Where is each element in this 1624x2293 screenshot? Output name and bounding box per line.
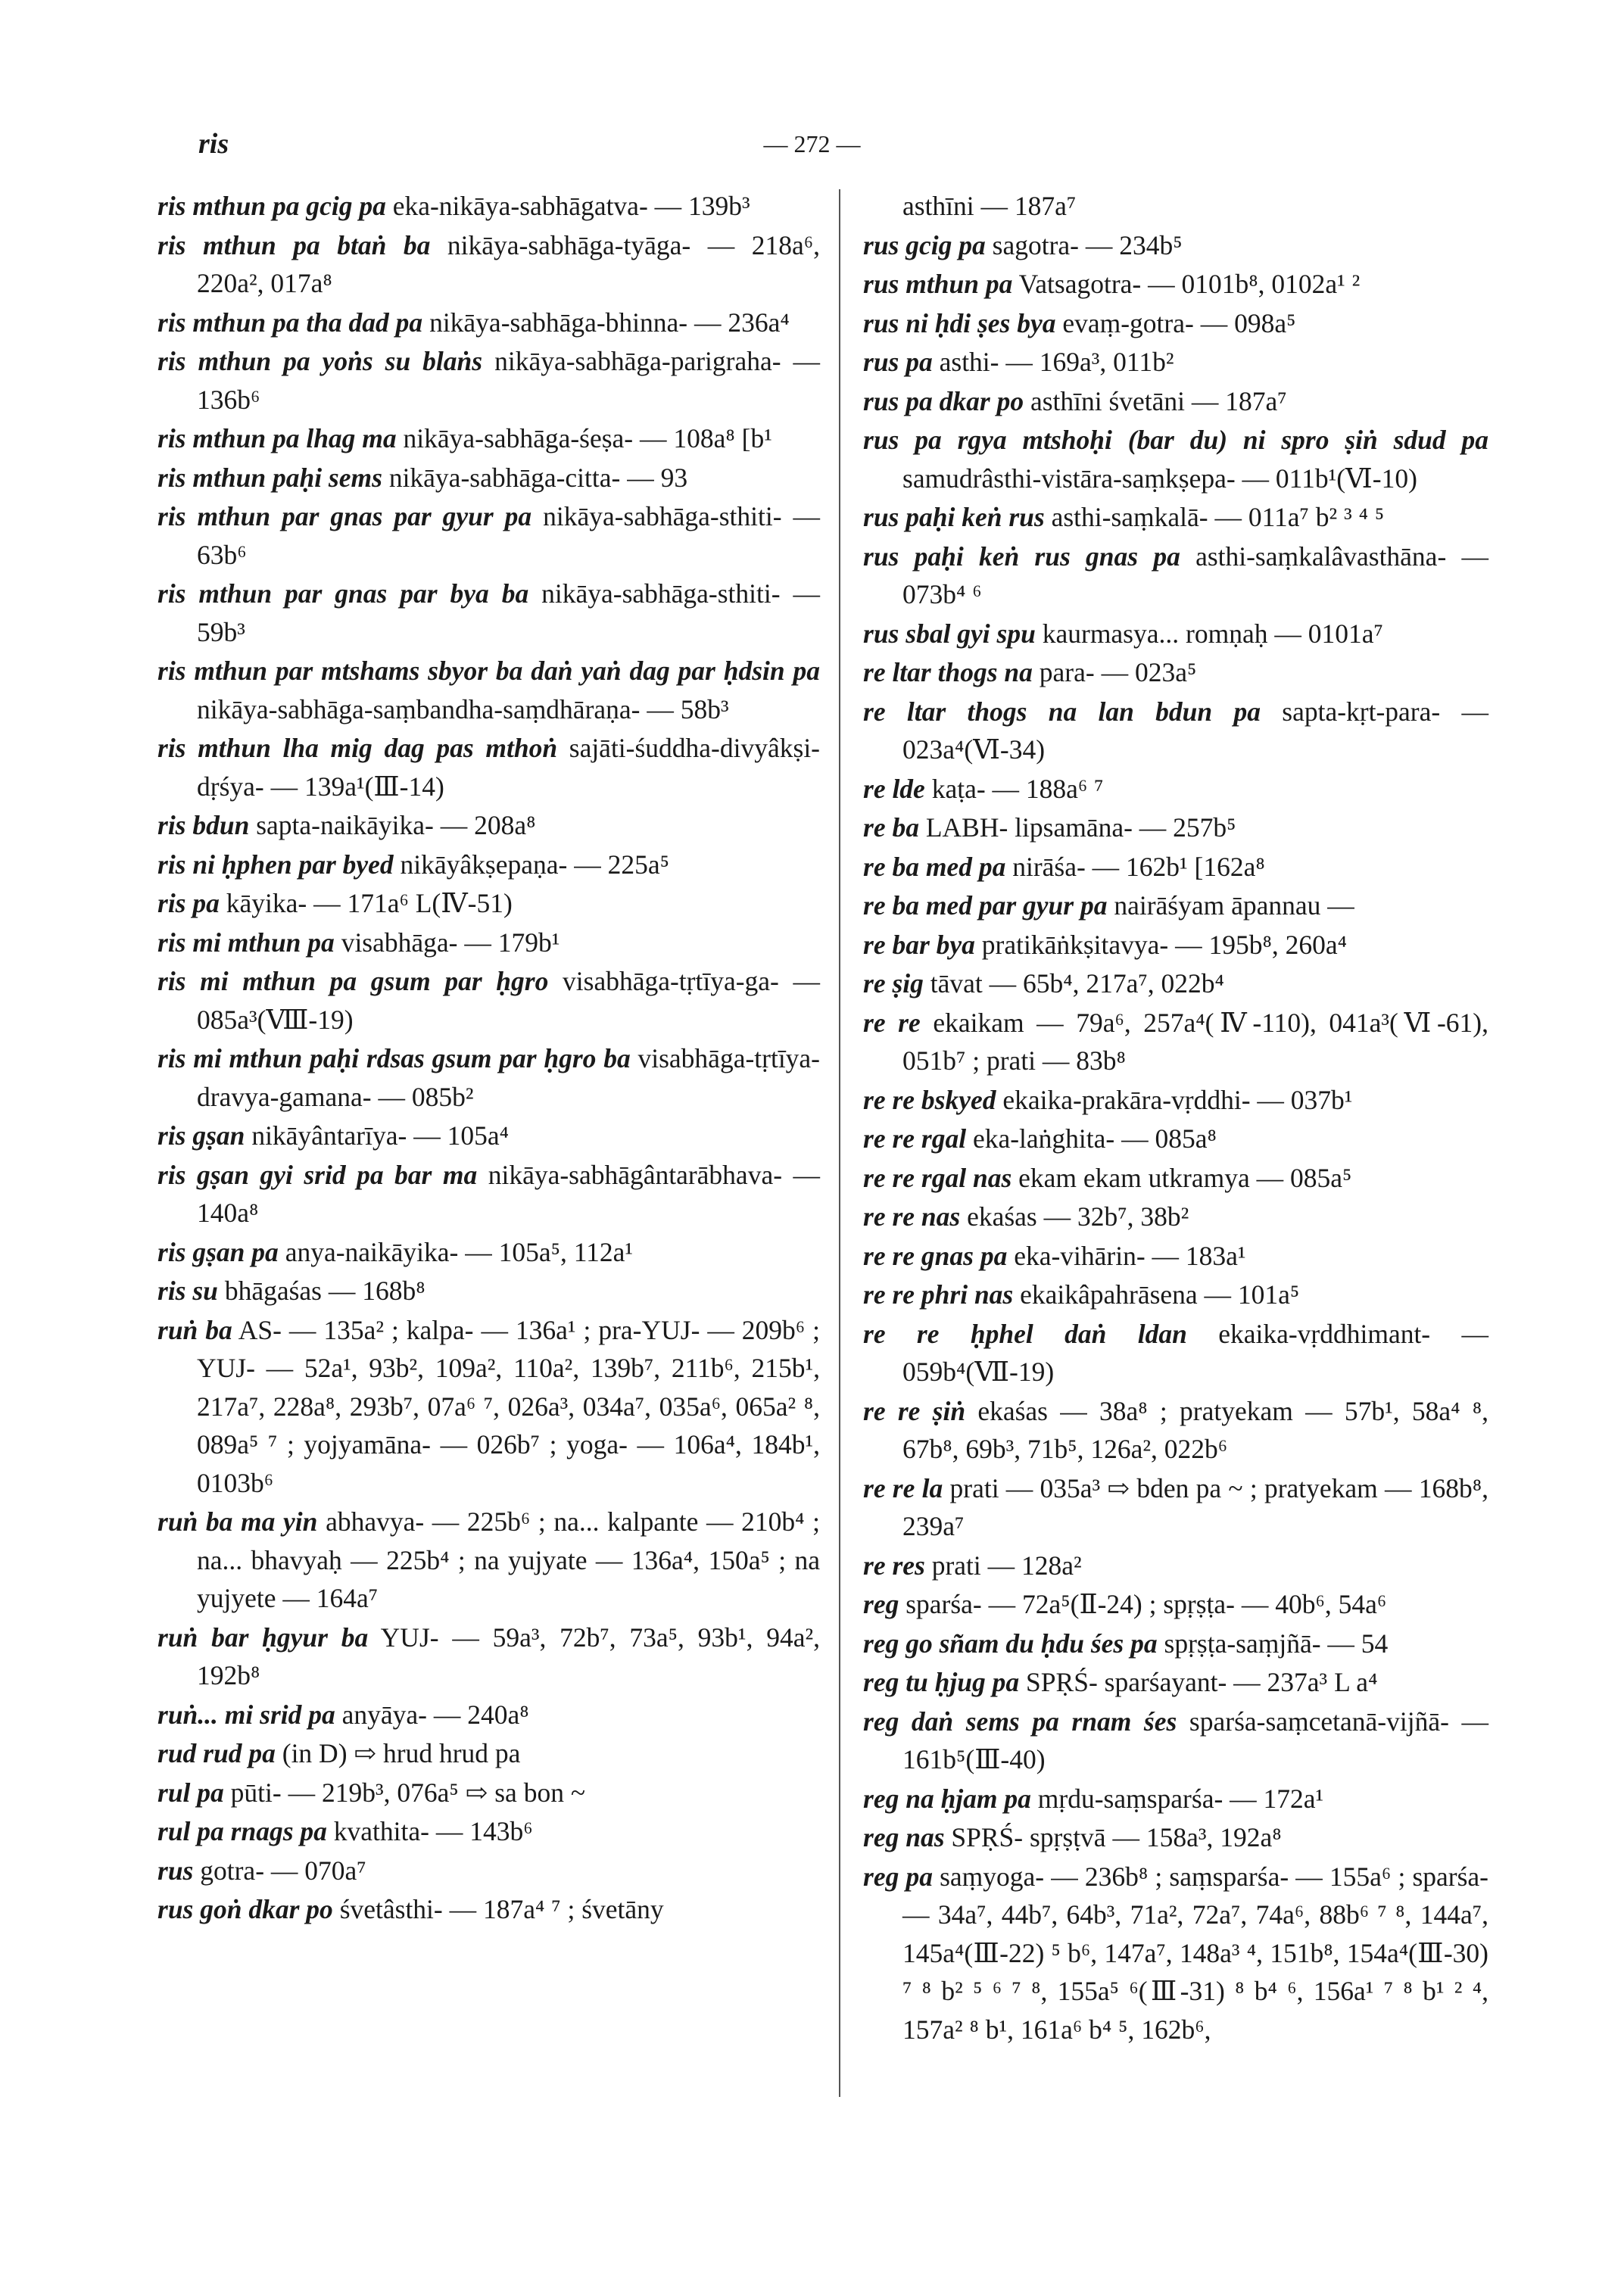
entry-definition: visabhāga- — 179b¹ xyxy=(341,927,560,958)
entry-headword: rus paḥi keṅ rus xyxy=(863,502,1045,532)
entry-definition: prati — 035a³ ⇨ bden pa ~ ; pratyekam — 168b⁸, 239a⁷ xyxy=(902,1472,1489,1541)
dictionary-entry xyxy=(157,1272,820,1310)
entry-headword: rus mthun pa xyxy=(863,269,1013,299)
entry-definition: evaṃ-gotra- — 098a⁵ xyxy=(1062,307,1296,338)
entry-definition: eka-laṅghita- — 085a⁸ xyxy=(972,1123,1217,1154)
entry-headword: ris mthun lha mig dag pas mthoṅ xyxy=(157,733,558,763)
entry-headword: re ba med pa xyxy=(863,851,1006,882)
entry-headword: reg pa xyxy=(863,1861,933,1892)
entry-definition: asthīni śvetāni — 187a⁷ xyxy=(1030,385,1287,416)
entry-definition: sagotra- — 234b⁵ xyxy=(992,229,1183,260)
entry-definition: nikāya-sabhāgântarābhava- — 140a⁸ xyxy=(197,1159,820,1228)
entry-definition: nikāya-sabhāga-śeṣa- — 108a⁸ [b¹ xyxy=(403,423,772,453)
dictionary-entry xyxy=(157,304,820,342)
dictionary-entry xyxy=(157,884,820,923)
dictionary-entry xyxy=(863,1703,1488,1779)
entry-headword: re re rgal nas xyxy=(863,1162,1012,1193)
entry-headword: reg na ḥjam pa xyxy=(863,1783,1031,1814)
entry-definition: abhavya- — 225b⁶ ; na... kalpante — 210b⁴ ; na... bhavyaḥ — 225b⁴ ; na yujyate — 136a⁴, 150a⁵ ; na yujyete — 164a⁷ xyxy=(197,1506,821,1613)
entry-headword: ruṅ... mi srid pa xyxy=(157,1699,335,1730)
dictionary-entry xyxy=(157,1039,820,1116)
entry-definition: nikāya-sabhāga-tyāga- — 218a⁶, 220a², 017a⁸ xyxy=(197,229,821,298)
right-column xyxy=(863,187,1488,2049)
entry-headword: ris ni ḥphen par byed xyxy=(157,849,394,880)
entry-definition: asthi- — 169a³, 011b² xyxy=(939,347,1174,377)
entry-headword: rus pa xyxy=(863,347,933,377)
entry-headword: rus sbal gyi spu xyxy=(863,618,1036,649)
page-number: — 272 — xyxy=(763,130,861,157)
entry-definition: kvathita- — 143b⁶ xyxy=(333,1816,533,1846)
entry-headword: re lde xyxy=(863,773,925,804)
dictionary-entry xyxy=(863,265,1488,304)
dictionary-entry xyxy=(157,459,820,497)
column-divider xyxy=(839,189,840,2097)
entry-headword: reg go sñam du ḥdu śes pa xyxy=(863,1628,1158,1659)
entry-headword: ris mthun par mtshams sbyor ba daṅ yaṅ dag par ḥdsin pa xyxy=(157,656,820,686)
entry-definition: pūti- — 219b³, 076a⁵ ⇨ sa bon ~ xyxy=(230,1777,586,1808)
dictionary-entry xyxy=(863,537,1488,614)
dictionary-entry xyxy=(157,226,820,303)
entry-definition: ekaika-vṛddhimant- — 059b⁴(Ⅶ-19) xyxy=(902,1318,1488,1387)
entry-definition: kaṭa- — 188a⁶ ⁷ xyxy=(931,773,1104,804)
entry-headword: re re xyxy=(863,1007,921,1038)
dictionary-entry xyxy=(863,1392,1488,1469)
dictionary-entry xyxy=(863,1315,1488,1391)
dictionary-entry xyxy=(157,1852,820,1890)
dictionary-entry xyxy=(157,187,820,226)
dictionary-entry xyxy=(863,926,1488,964)
dictionary-entry xyxy=(863,1120,1488,1158)
entry-definition: nikāya-sabhāga-sthiti- — 59b³ xyxy=(197,578,821,647)
dictionary-entry xyxy=(157,497,820,574)
entry-headword: re re bskyed xyxy=(863,1084,996,1115)
entry-definition: prati — 128a² xyxy=(931,1550,1082,1581)
entry-headword: re re la xyxy=(863,1472,943,1503)
entry-headword: ris su xyxy=(157,1276,218,1306)
entry-definition: visabhāga-tṛtīya-ga- — 085a³(Ⅷ-19) xyxy=(197,966,820,1035)
dictionary-entry xyxy=(863,770,1488,808)
dictionary-entry xyxy=(157,342,820,419)
entry-headword: ris mi mthun pa xyxy=(157,927,335,958)
entry-definition: kāyika- — 171a⁶ L(Ⅳ-51) xyxy=(226,888,513,918)
entry-headword: re ṣig xyxy=(863,968,924,999)
entry-definition: para- — 023a⁵ xyxy=(1039,657,1197,687)
entry-headword: ris pa xyxy=(157,888,220,918)
entry-headword: ris gṣan pa xyxy=(157,1236,279,1267)
entry-definition: ekaika-prakāra-vṛddhi- — 037b¹ xyxy=(1002,1084,1353,1115)
entry-definition: SPṚŚ- spṛṣṭvā — 158a³, 192a⁸ xyxy=(951,1822,1282,1852)
entry-headword: re re rgal xyxy=(863,1123,967,1154)
dictionary-entry xyxy=(157,1233,820,1272)
entry-definition: tāvat — 65b⁴, 217a⁷, 022b⁴ xyxy=(930,968,1224,999)
entry-headword: rus pa rgya mtshoḥi (bar du) ni spro ṣiṅ sdud pa xyxy=(863,425,1488,455)
entry-definition: pratikāṅkṣitavya- — 195b⁸, 260a⁴ xyxy=(981,929,1347,960)
entry-definition: nikāya-sabhāga-sthiti- — 63b⁶ xyxy=(197,501,820,570)
dictionary-entry xyxy=(157,962,820,1039)
entry-definition: AS- — 135a² ; kalpa- — 136a¹ ; pra-YUJ- — 209b⁶ ; YUJ- — 52a¹, 93b², 109a², 110a², 139b⁷, 211b⁶, 215b¹, 217a⁷, 228a⁸, 293b⁷, 07a⁶ ⁷, 026a³, 034a⁷, 035a⁶, 065a² ⁸, 089a⁵ ⁷ ; yojyamāna- — 026b⁷ ; yoga- — 106a⁴, 184b¹, 0103b⁶ xyxy=(197,1314,820,1498)
dictionary-entry xyxy=(863,1858,1488,2049)
dictionary-entry xyxy=(863,1159,1488,1198)
entry-headword: rus paḥi keṅ rus gnas pa xyxy=(863,541,1180,572)
dictionary-entry xyxy=(863,693,1488,769)
entry-headword: re re ṣiṅ xyxy=(863,1395,966,1426)
entry-definition: bhāgaśas — 168b⁸ xyxy=(224,1276,425,1306)
entry-headword: re re ḥphel daṅ ldan xyxy=(863,1318,1187,1349)
dictionary-entry xyxy=(157,575,820,651)
entry-headword: ruṅ ba ma yin xyxy=(157,1506,318,1537)
entry-headword: ris mthun par gnas par gyur pa xyxy=(157,501,532,531)
entry-definition: sparśa-saṃcetanā-vijñā- — 161b⁵(Ⅲ-40) xyxy=(902,1706,1488,1774)
left-column xyxy=(157,187,820,1930)
entry-headword: rul pa xyxy=(157,1777,224,1808)
dictionary-entry xyxy=(157,1618,820,1695)
entry-definition: ekaikâpahrāsena — 101a⁵ xyxy=(1020,1279,1300,1310)
dictionary-entry xyxy=(863,1081,1488,1120)
dictionary-entry xyxy=(863,187,1488,226)
entry-headword: rus xyxy=(157,1855,194,1886)
entry-headword: ris mthun par gnas par bya ba xyxy=(157,578,529,609)
entry-headword: reg xyxy=(863,1589,899,1619)
dictionary-entry xyxy=(863,421,1488,497)
dictionary-entry xyxy=(157,652,820,728)
dictionary-entry xyxy=(863,1625,1488,1663)
entry-headword: re bar bya xyxy=(863,929,975,960)
entry-headword: ris mi mthun paḥi rdsas gsum par ḥgro ba xyxy=(157,1043,631,1073)
entry-headword: rus goṅ dkar po xyxy=(157,1894,333,1924)
dictionary-entry xyxy=(157,1503,820,1618)
dictionary-entry xyxy=(863,1198,1488,1236)
entry-definition: sparśa- — 72a⁵(Ⅱ-24) ; spṛṣṭa- — 40b⁶, 54a⁶ xyxy=(906,1589,1387,1619)
dictionary-entry xyxy=(863,808,1488,847)
entry-definition: YUJ- — 59a³, 72b⁷, 73a⁵, 93b¹, 94a², 192b⁸ xyxy=(197,1622,820,1690)
entry-headword: ris gṣan gyi srid pa bar ma xyxy=(157,1159,478,1190)
entry-headword: re ba xyxy=(863,812,919,843)
entry-definition: saṃyoga- — 236b⁸ ; saṃsparśa- — 155a⁶ ; sparśa- — 34a⁷, 44b⁷, 64b³, 71a², 72a⁷, 74a⁶, 88b⁶ ⁷ ⁸, 144a⁷, 145a⁴(Ⅲ-22) ⁵ b⁶, 147a⁷, 148a³ ⁴, 151b⁸, 154a⁴(Ⅲ-30) ⁷ ⁸ b² ⁵ ⁶ ⁷ ⁸, 155a⁵ ⁶(Ⅲ-31) ⁸ b⁴ ⁶, 156a¹ ⁷ ⁸ b¹ ² ⁴, 157a² ⁸ b¹, 161a⁶ b⁴ ⁵, 162b⁶, xyxy=(902,1861,1488,2045)
dictionary-entry xyxy=(157,1812,820,1851)
entry-definition: spṛṣṭa-saṃjñā- — 54 xyxy=(1164,1628,1389,1659)
entry-headword: re ba med par gyur pa xyxy=(863,890,1108,921)
entry-definition: eka-vihārin- — 183a¹ xyxy=(1014,1240,1246,1271)
entry-headword: re re gnas pa xyxy=(863,1240,1008,1271)
dictionary-entry xyxy=(863,382,1488,421)
entry-headword: ris mthun pa tha dad pa xyxy=(157,307,423,338)
dictionary-entry xyxy=(157,1156,820,1232)
entry-headword: ris mthun pa lhag ma xyxy=(157,423,397,453)
dictionary-entry xyxy=(863,1276,1488,1314)
entry-headword: rud rud pa xyxy=(157,1738,276,1768)
entry-definition: asthīni — 187a⁷ xyxy=(902,191,1077,221)
dictionary-entry xyxy=(863,1469,1488,1546)
dictionary-entry xyxy=(157,419,820,458)
entry-definition: nairāśyam āpannau — xyxy=(1114,890,1354,921)
entry-definition: sapta-naikāyika- — 208a⁸ xyxy=(256,810,536,840)
dictionary-entry xyxy=(863,1237,1488,1276)
dictionary-entry xyxy=(863,653,1488,692)
dictionary-entry xyxy=(157,1890,820,1929)
entry-definition: ekaikam — 79a⁶, 257a⁴(Ⅳ-110), 041a³(Ⅵ-61), 051b⁷ ; prati — 83b⁸ xyxy=(902,1007,1488,1076)
entry-definition: ekaśas — 38a⁸ ; pratyekam — 57b¹, 58a⁴ ⁸, 67b⁸, 69b³, 71b⁵, 126a², 022b⁶ xyxy=(902,1395,1488,1464)
entry-headword: re re nas xyxy=(863,1201,961,1232)
entry-definition: sajāti-śuddha-divyâkṣi-dṛśya- — 139a¹(Ⅲ-14) xyxy=(197,733,821,802)
dictionary-entry xyxy=(863,226,1488,265)
entry-definition: nikāyâkṣepaṇa- — 225a⁵ xyxy=(400,849,669,880)
dictionary-entry xyxy=(863,1547,1488,1585)
dictionary-entry xyxy=(863,964,1488,1003)
entry-headword: ris mi mthun pa gsum par ḥgro xyxy=(157,966,549,996)
entry-headword: re ltar thogs na lan bdun pa xyxy=(863,696,1261,727)
dictionary-entry xyxy=(863,848,1488,886)
entry-definition: śvetâsthi- — 187a⁴ ⁷ ; śvetāny xyxy=(339,1894,664,1924)
entry-definition: nikāya-sabhāga-citta- — 93 xyxy=(388,462,688,493)
entry-definition: eka-nikāya-sabhāgatva- — 139b³ xyxy=(392,191,750,221)
entry-headword: ris mthun pa yoṅs su blaṅs xyxy=(157,346,483,376)
entry-headword: rus pa dkar po xyxy=(863,385,1024,416)
entry-definition: SPṚŚ- sparśayant- — 237a³ L a⁴ xyxy=(1026,1667,1378,1697)
dictionary-entry xyxy=(863,1663,1488,1702)
entry-definition: kaurmasya... romṇaḥ — 0101a⁷ xyxy=(1042,618,1383,649)
entry-definition: ekaśas — 32b⁷, 38b² xyxy=(967,1201,1189,1232)
entry-headword: reg nas xyxy=(863,1822,945,1852)
entry-definition: visabhāga-tṛtīya-dravya-gamana- — 085b² xyxy=(197,1043,821,1112)
entry-headword: re res xyxy=(863,1550,925,1581)
entry-definition: nirāśa- — 162b¹ [162a⁸ xyxy=(1012,851,1265,882)
entry-headword: reg daṅ sems pa rnam śes xyxy=(863,1706,1177,1737)
entry-definition: gotra- — 070a⁷ xyxy=(200,1855,366,1886)
dictionary-entry xyxy=(863,1585,1488,1624)
dictionary-entry xyxy=(863,343,1488,382)
entry-headword: ruṅ ba xyxy=(157,1314,232,1345)
running-head: ris xyxy=(198,128,229,160)
entry-headword: ruṅ bar ḥgyur ba xyxy=(157,1622,369,1653)
dictionary-entry xyxy=(863,1780,1488,1818)
dictionary-entry xyxy=(157,729,820,805)
dictionary-entry xyxy=(157,846,820,884)
entry-headword: rul pa rnags pa xyxy=(157,1816,327,1846)
entry-headword: re ltar thogs na xyxy=(863,657,1033,687)
entry-definition: nikāya-sabhāga-saṃbandha-saṃdhāraṇa- — 58b³ xyxy=(197,693,729,724)
dictionary-entry xyxy=(157,1311,820,1503)
entry-headword: rus ni ḥdi ṣes bya xyxy=(863,307,1056,338)
entry-definition: asthi-saṃkalâvasthāna- — 073b⁴ ⁶ xyxy=(902,541,1488,609)
entry-headword: ris bdun xyxy=(157,810,250,840)
entry-headword: rus gcig pa xyxy=(863,229,986,260)
entry-headword: reg tu ḥjug pa xyxy=(863,1667,1020,1697)
dictionary-entry xyxy=(863,615,1488,653)
entry-definition: mṛdu-saṃsparśa- — 172a¹ xyxy=(1037,1783,1324,1814)
dictionary-entry xyxy=(157,1734,820,1773)
entry-definition: LABH- lipsamāna- — 257b⁵ xyxy=(925,812,1236,843)
entry-headword: ris mthun pa gcig pa xyxy=(157,191,386,221)
dictionary-entry xyxy=(863,498,1488,537)
dictionary-entry xyxy=(863,304,1488,343)
entry-definition: asthi-saṃkalā- — 011a⁷ b² ³ ⁴ ⁵ xyxy=(1051,502,1385,532)
entry-definition: anyāya- — 240a⁸ xyxy=(341,1699,529,1730)
dictionary-entry xyxy=(157,1696,820,1734)
entry-headword: re re phri nas xyxy=(863,1279,1014,1310)
entry-definition: anya-naikāyika- — 105a⁵, 112a¹ xyxy=(285,1236,634,1267)
entry-definition: samudrâsthi-vistāra-saṃkṣepa- — 011b¹(Ⅵ-10) xyxy=(902,463,1417,494)
dictionary-entry xyxy=(863,1818,1488,1857)
entry-definition: ekam ekam utkramya — 085a⁵ xyxy=(1018,1162,1352,1193)
entry-definition: Vatsagotra- — 0101b⁸, 0102a¹ ² xyxy=(1018,269,1361,299)
dictionary-entry xyxy=(157,924,820,962)
dictionary-entry xyxy=(157,1117,820,1155)
entry-headword: ris mthun pa btaṅ ba xyxy=(157,229,431,260)
entry-definition: nikāyântarīya- — 105a⁴ xyxy=(251,1120,509,1151)
entry-definition: sapta-kṛt-para- — 023a⁴(Ⅵ-34) xyxy=(902,696,1488,765)
entry-definition: nikāya-sabhāga-bhinna- — 236a⁴ xyxy=(429,307,790,338)
entry-headword: ris mthun paḥi sems xyxy=(157,462,382,493)
dictionary-entry xyxy=(157,806,820,845)
entry-definition: (in D) ⇨ hrud hrud pa xyxy=(282,1738,521,1768)
dictionary-entry xyxy=(157,1774,820,1812)
dictionary-entry xyxy=(863,1004,1488,1080)
entry-definition: nikāya-sabhāga-parigraha- — 136b⁶ xyxy=(197,346,821,415)
dictionary-entry xyxy=(863,886,1488,925)
entry-headword: ris gṣan xyxy=(157,1120,245,1151)
